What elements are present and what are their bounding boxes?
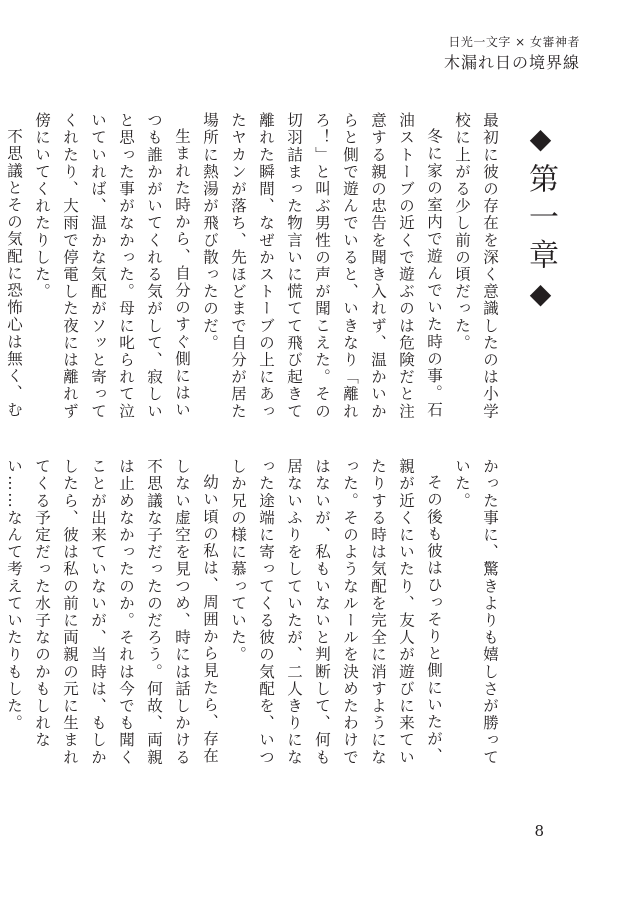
paragraph: かった事に、驚きよりも嬉しさが勝っていた。 — [453, 458, 499, 766]
header-series: 日光一文字 × 女審神者 — [448, 35, 580, 49]
diamond-marker-close: ◆ — [524, 277, 557, 318]
chapter-label: 第一章 — [523, 163, 558, 277]
upper-text-block — [5, 112, 504, 430]
paragraph: 最初に彼の存在を深く意識したのは小学校に上がる少し前の頃だった。 — [453, 112, 499, 420]
paragraph: 幼い頃の私は、周囲から見たら、存在しない虚空を見つめ、時には話しかける不思議な子だったのだろう。何故、両親は止めなかったのか。それは今でも聞くことが出来ていないが、当時は、もしかしたら、彼は私の前に両親の元に生まれてくる予定だった水子なのかもしれない……なんて考えていたりもした。 — [5, 458, 219, 766]
paragraph: 不思議とその気配に恐怖心は無く、む — [5, 127, 23, 419]
paragraph: その後も彼はひっそりと側にいたが、親が近くにいたり、友人が遊びに来ていたりする時は気配を完全に消すようになった。そのようなルールを決めたわけではないが、私もいないと判断して、何も居ないふりをしていたが、二人きりになった途端に寄ってくる彼の気配を、いつしか兄の様に慕っていた。 — [229, 458, 443, 766]
paragraph: 生まれた時から、自分のすぐ側にはいつも誰かがいてくれる気がして、寂しいと思った事がなかった。母に叱られて泣いていれば、温かな気配がソッと寄ってくれたり、大雨で停電した夜には離れず傍にいてくれたりした。 — [33, 112, 191, 420]
paragraph: 冬に家の室内で遊んでいた時の事。石油ストーブの近くで遊ぶのは危険だと注意する親の忠告を聞き入れず、温かいからと側で遊んでいると、いきなり「離れろ！」と叫ぶ男性の声が聞こえた。その切羽詰まった物言いに慌てて飛び起きて離れた瞬間、なぜかストーブの上にあったヤカンが落ち、先ほどまで自分が居た場所に熱湯が飛び散ったのだ。 — [201, 112, 443, 420]
diamond-marker-open: ◆ — [524, 122, 557, 163]
header-title: 木漏れ日の境界線 — [443, 53, 580, 72]
page-number: 8 — [534, 822, 544, 840]
chapter-heading — [518, 122, 562, 318]
lower-text-block — [5, 458, 504, 776]
